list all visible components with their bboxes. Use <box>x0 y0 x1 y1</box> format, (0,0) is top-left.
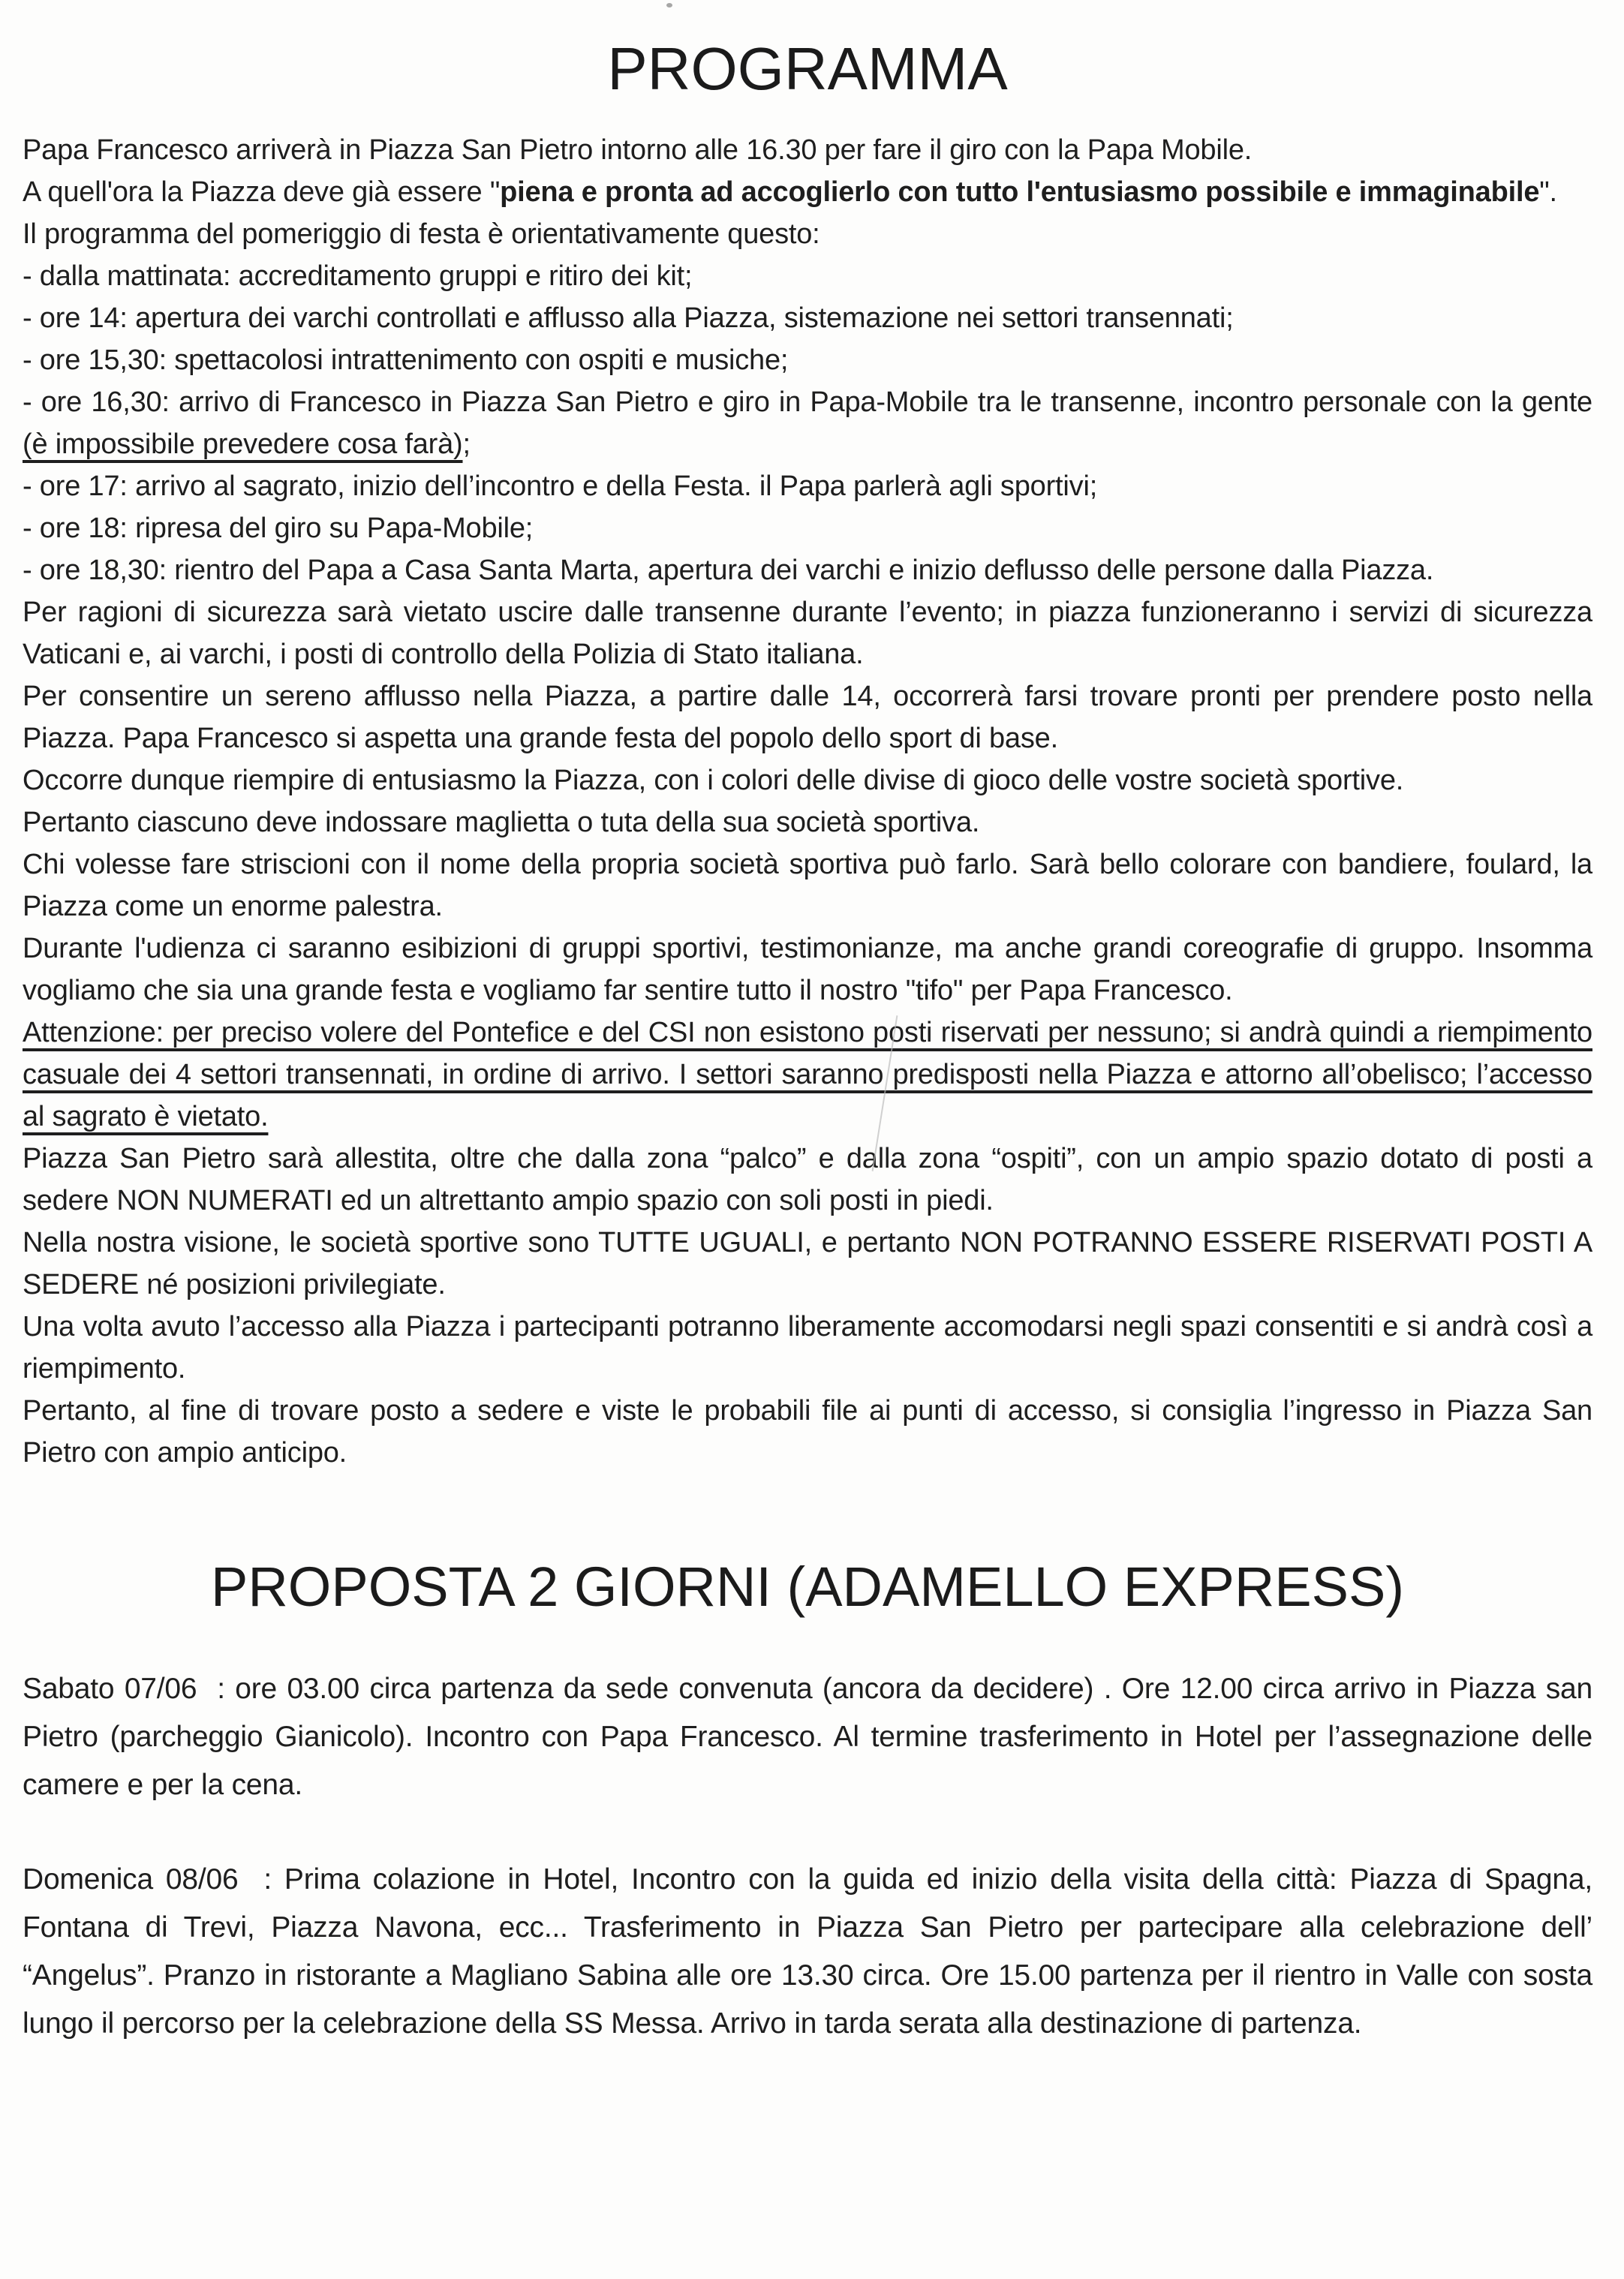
schedule-item-1530 <box>23 339 1592 381</box>
text-run: - dalla mattinata: accreditamento gruppi e ritiro dei kit; <box>23 260 693 292</box>
attention-paragraph <box>23 1012 1592 1138</box>
text-run: Durante l'udienza ci saranno esibizioni di gruppi sportivi, testimonianze, ma anche grandi coreografie di gruppo. Insomma vogliamo che sia una grande festa e vogliamo far sentire tutto il nostro "tifo" per Papa Francesco. <box>23 933 1592 1006</box>
text-run: - ore 16,30: arrivo di Francesco in Piazza San Pietro e giro in Papa-Mobile tra le transenne, incontro personale con la gente <box>23 386 1592 418</box>
equality-paragraph <box>23 1222 1592 1306</box>
text-run: Pertanto, al fine di trovare posto a sedere e viste le probabili file ai punti di accesso, si consiglia l’ingresso in Piazza San Pietro con ampio anticipo. <box>23 1395 1592 1469</box>
schedule-item-14 <box>23 297 1592 339</box>
text-run: Sabato 07/06 : ore 03.00 circa partenza da sede convenuta (ancora da decidere) . Ore 12.00 circa arrivo in Piazza san Pietro (parcheggio Gianicolo). Incontro con Papa Francesco. Al termine trasferimento in Hotel per l’assegnazione delle camere e per la cena. <box>23 1673 1592 1801</box>
advice-paragraph <box>23 1390 1592 1474</box>
security-paragraph <box>23 591 1592 675</box>
text-run: - ore 15,30: spettacolosi intrattenimento con ospiti e musiche; <box>23 344 789 376</box>
text-run: ; <box>462 428 471 460</box>
text-run: Piazza San Pietro sarà allestita, oltre che dalla zona “palco” e dalla zona “ospiti”, con un ampio spazio dotato di posti a sedere NON NUMERATI ed un altrettanto ampio spazio con soli posti in piedi. <box>23 1143 1592 1216</box>
text-run: Il programma del pomeriggio di festa è orientativamente questo: <box>23 218 820 250</box>
intro-paragraph <box>23 129 1592 171</box>
text-run: Per consentire un sereno afflusso nella Piazza, a partire dalle 14, occorrerà farsi trovare pronti per prendere posto nella Piazza. Papa Francesco si aspetta una grande festa del popolo dello sport di base. <box>23 681 1592 754</box>
text-run: A quell'ora la Piazza deve già essere " <box>23 176 501 208</box>
text-run: Una volta avuto l’accesso alla Piazza i partecipanti potranno liberamente accomodarsi negli spazi consentiti e si andrà così a riempimento. <box>23 1311 1592 1385</box>
text-run: Papa Francesco arriverà in Piazza San Pietro intorno alle 16.30 per fare il giro con la Papa Mobile. <box>23 134 1253 166</box>
banners-paragraph <box>23 843 1592 928</box>
text-run: - ore 18,30: rientro del Papa a Casa Santa Marta, apertura dei varchi e inizio deflusso delle persone dalla Piazza. <box>23 555 1434 586</box>
seating-paragraph <box>23 1306 1592 1390</box>
proposta-section <box>23 1665 1592 2048</box>
text-run: - ore 17: arrivo al sagrato, inizio dell’incontro e della Festa. il Papa parlerà agli sportivi; <box>23 471 1098 502</box>
scan-speck <box>666 3 672 8</box>
arrival-paragraph <box>23 675 1592 759</box>
text-run: Chi volesse fare striscioni con il nome della propria società sportiva può farlo. Sarà bello colorare con bandiere, foulard, la Piazza come un enorme palestra. <box>23 849 1592 922</box>
text-run: Occorre dunque riempire di entusiasmo la Piazza, con i colori delle divise di gioco delle vostre società sportive. <box>23 765 1404 796</box>
quote-paragraph <box>23 171 1592 213</box>
text-run: - ore 14: apertura dei varchi controllati e afflusso alla Piazza, sistemazione nei settori transennati; <box>23 302 1234 334</box>
schedule-item-18 <box>23 507 1592 549</box>
section-title: PROPOSTA 2 GIORNI (ADAMELLO EXPRESS) <box>210 1556 1405 1618</box>
text-run: Nella nostra visione, le società sportive sono TUTTE UGUALI, e pertanto NON POTRANNO ESSERE RISERVATI POSTI A SEDERE né posizioni privilegiate. <box>23 1227 1592 1300</box>
document-title: PROGRAMMA <box>607 35 1008 102</box>
schedule-item-17 <box>23 465 1592 507</box>
saturday-paragraph <box>23 1665 1592 1809</box>
underlined-text-run: (è impossibile prevedere cosa farà) <box>23 428 463 460</box>
enthusiasm-paragraph <box>23 759 1592 801</box>
underlined-text-run: Attenzione: per preciso volere del Pontefice e del CSI non esistono posti riservati per nessuno; si andrà quindi a riempimento casuale dei 4 settori transennati, in ordine di arrivo. I settori saranno predisposti nella Piazza e attorno all’obelisco; l’accesso al sagrato è vietato. <box>23 1017 1592 1132</box>
uniform-paragraph <box>23 801 1592 843</box>
text-run: Per ragioni di sicurezza sarà vietato uscire dalle transenne durante l’evento; in piazza funzioneranno i servizi di sicurezza Vaticani e, ai varchi, i posti di controllo della Polizia di Stato italiana. <box>23 597 1592 670</box>
audience-paragraph <box>23 928 1592 1012</box>
schedule-intro <box>23 213 1592 255</box>
programma-section <box>23 129 1592 1474</box>
layout-paragraph <box>23 1138 1592 1222</box>
text-run: ". <box>1539 176 1557 208</box>
schedule-item-morning <box>23 255 1592 297</box>
bold-text-run: piena e pronta ad accoglierlo con tutto l'entusiasmo possibile e immaginabile <box>500 176 1540 208</box>
text-run: Domenica 08/06 : Prima colazione in Hotel, Incontro con la guida ed inizio della visita della città: Piazza di Spagna, Fontana di Trevi, Piazza Navona, ecc... Trasferimento in Piazza San Pietro per partecipare alla celebrazione dell’ “Angelus”. Pranzo in ristorante a Magliano Sabina alle ore 13.30 circa. Ore 15.00 partenza per il rientro in Valle con sosta lungo il percorso per la celebrazione della SS Messa. Arrivo in tarda serata alla destinazione di partenza. <box>23 1863 1592 2040</box>
sunday-paragraph <box>23 1856 1592 2048</box>
text-run: Pertanto ciascuno deve indossare maglietta o tuta della sua società sportiva. <box>23 807 980 838</box>
schedule-item-1830 <box>23 549 1592 591</box>
text-run: - ore 18: ripresa del giro su Papa-Mobile; <box>23 513 534 544</box>
schedule-item-1630 <box>23 381 1592 465</box>
